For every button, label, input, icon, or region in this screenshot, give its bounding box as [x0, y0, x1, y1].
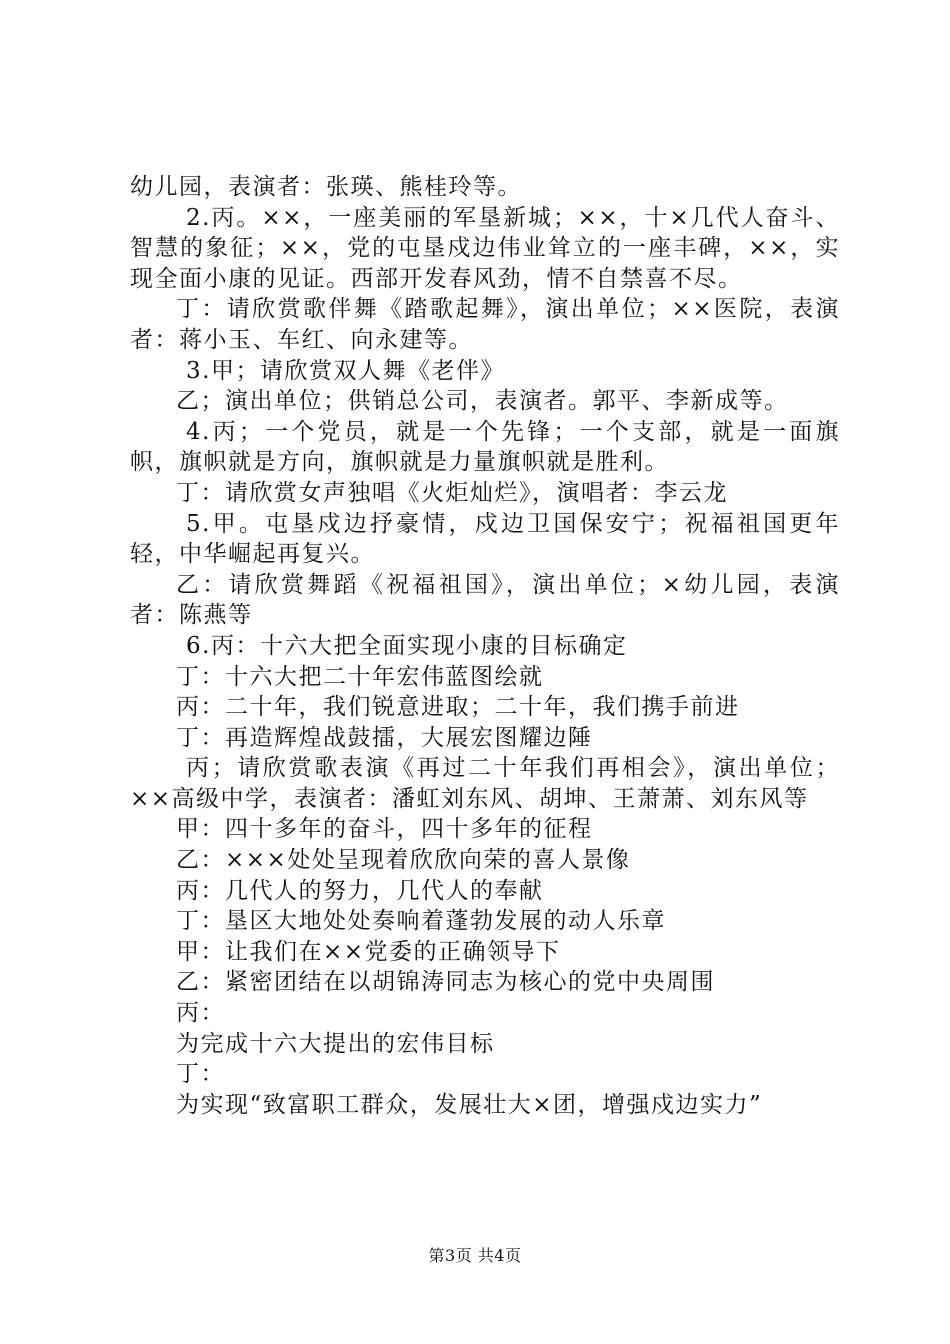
paragraph: 丙；请欣赏歌表演《再过二十年我们再相会》，演出单位；××高级中学，表演者：潘虹刘东风、胡坤、王萧萧、刘东风等	[130, 755, 840, 812]
paragraph: 丁：再造辉煌战鼓擂，大展宏图耀边陲	[176, 724, 593, 751]
paragraph: 丁：请欣赏歌伴舞《踏歌起舞》，演出单位；××医院，表演者：蒋小玉、车红、向永建等。	[130, 296, 840, 353]
paragraph: 3.甲；请欣赏双人舞《老伴》	[186, 357, 505, 384]
document-body	[130, 172, 840, 1120]
paragraph: 乙：请欣赏舞蹈《祝福祖国》，演出单位；×幼儿园，表演者：陈燕等	[130, 571, 840, 629]
paragraph: 为完成十六大提出的宏伟目标	[176, 1030, 495, 1057]
paragraph: 乙：×××处处呈现着欣欣向荣的喜人景像	[176, 847, 631, 874]
paragraph: 5.甲。屯垦戍边抒豪情，戍边卫国保安宁；祝福祖国更年轻，中华崛起再复兴。	[130, 510, 840, 568]
paragraph: 乙；演出单位；供销总公司，表演者。郭平、李新成等。	[176, 388, 789, 415]
paragraph: 丁：请欣赏女声独唱《火炬灿烂》，演唱者：李云龙	[176, 479, 728, 506]
paragraph: 2.丙。××，一座美丽的军垦新城；××，十×几代人奋斗、智慧的象征；××，党的屯垦戍边伟业耸立的一座丰碑，××，实现全面小康的见证。西部开发春风劲，情不自禁喜不尽。	[130, 204, 840, 292]
paragraph: 丁：垦区大地处处奏响着蓬勃发展的动人乐章	[176, 908, 666, 935]
page-footer: 第3页 共4页	[428, 1246, 522, 1265]
paragraph: 乙：紧密团结在以胡锦涛同志为核心的党中央周围	[176, 969, 715, 996]
paragraph: 甲：四十多年的奋斗，四十多年的征程	[176, 816, 593, 843]
paragraph: 丁：	[176, 1061, 225, 1088]
paragraph: 为实现“致富职工群众，发展壮大×团，增强戍边实力”	[176, 1091, 763, 1118]
paragraph: 幼儿园，表演者：张瑛、熊桂玲等。	[130, 174, 522, 200]
paragraph: 丙：二十年，我们锐意进取；二十年，我们携手前进	[176, 694, 740, 721]
paragraph: 6.丙：十六大把全面实现小康的目标确定	[186, 632, 628, 659]
paragraph: 丙：几代人的努力，几代人的奉献	[176, 877, 544, 904]
paragraph: 丁：十六大把二十年宏伟蓝图绘就	[176, 663, 544, 690]
paragraph: 丙：	[176, 1000, 225, 1027]
paragraph: 甲：让我们在××党委的正确领导下	[176, 938, 561, 965]
paragraph: 4.丙；一个党员，就是一个先锋；一个支部，就是一面旗帜，旗帜就是方向，旗帜就是力量旗帜就是胜利。	[130, 418, 840, 476]
